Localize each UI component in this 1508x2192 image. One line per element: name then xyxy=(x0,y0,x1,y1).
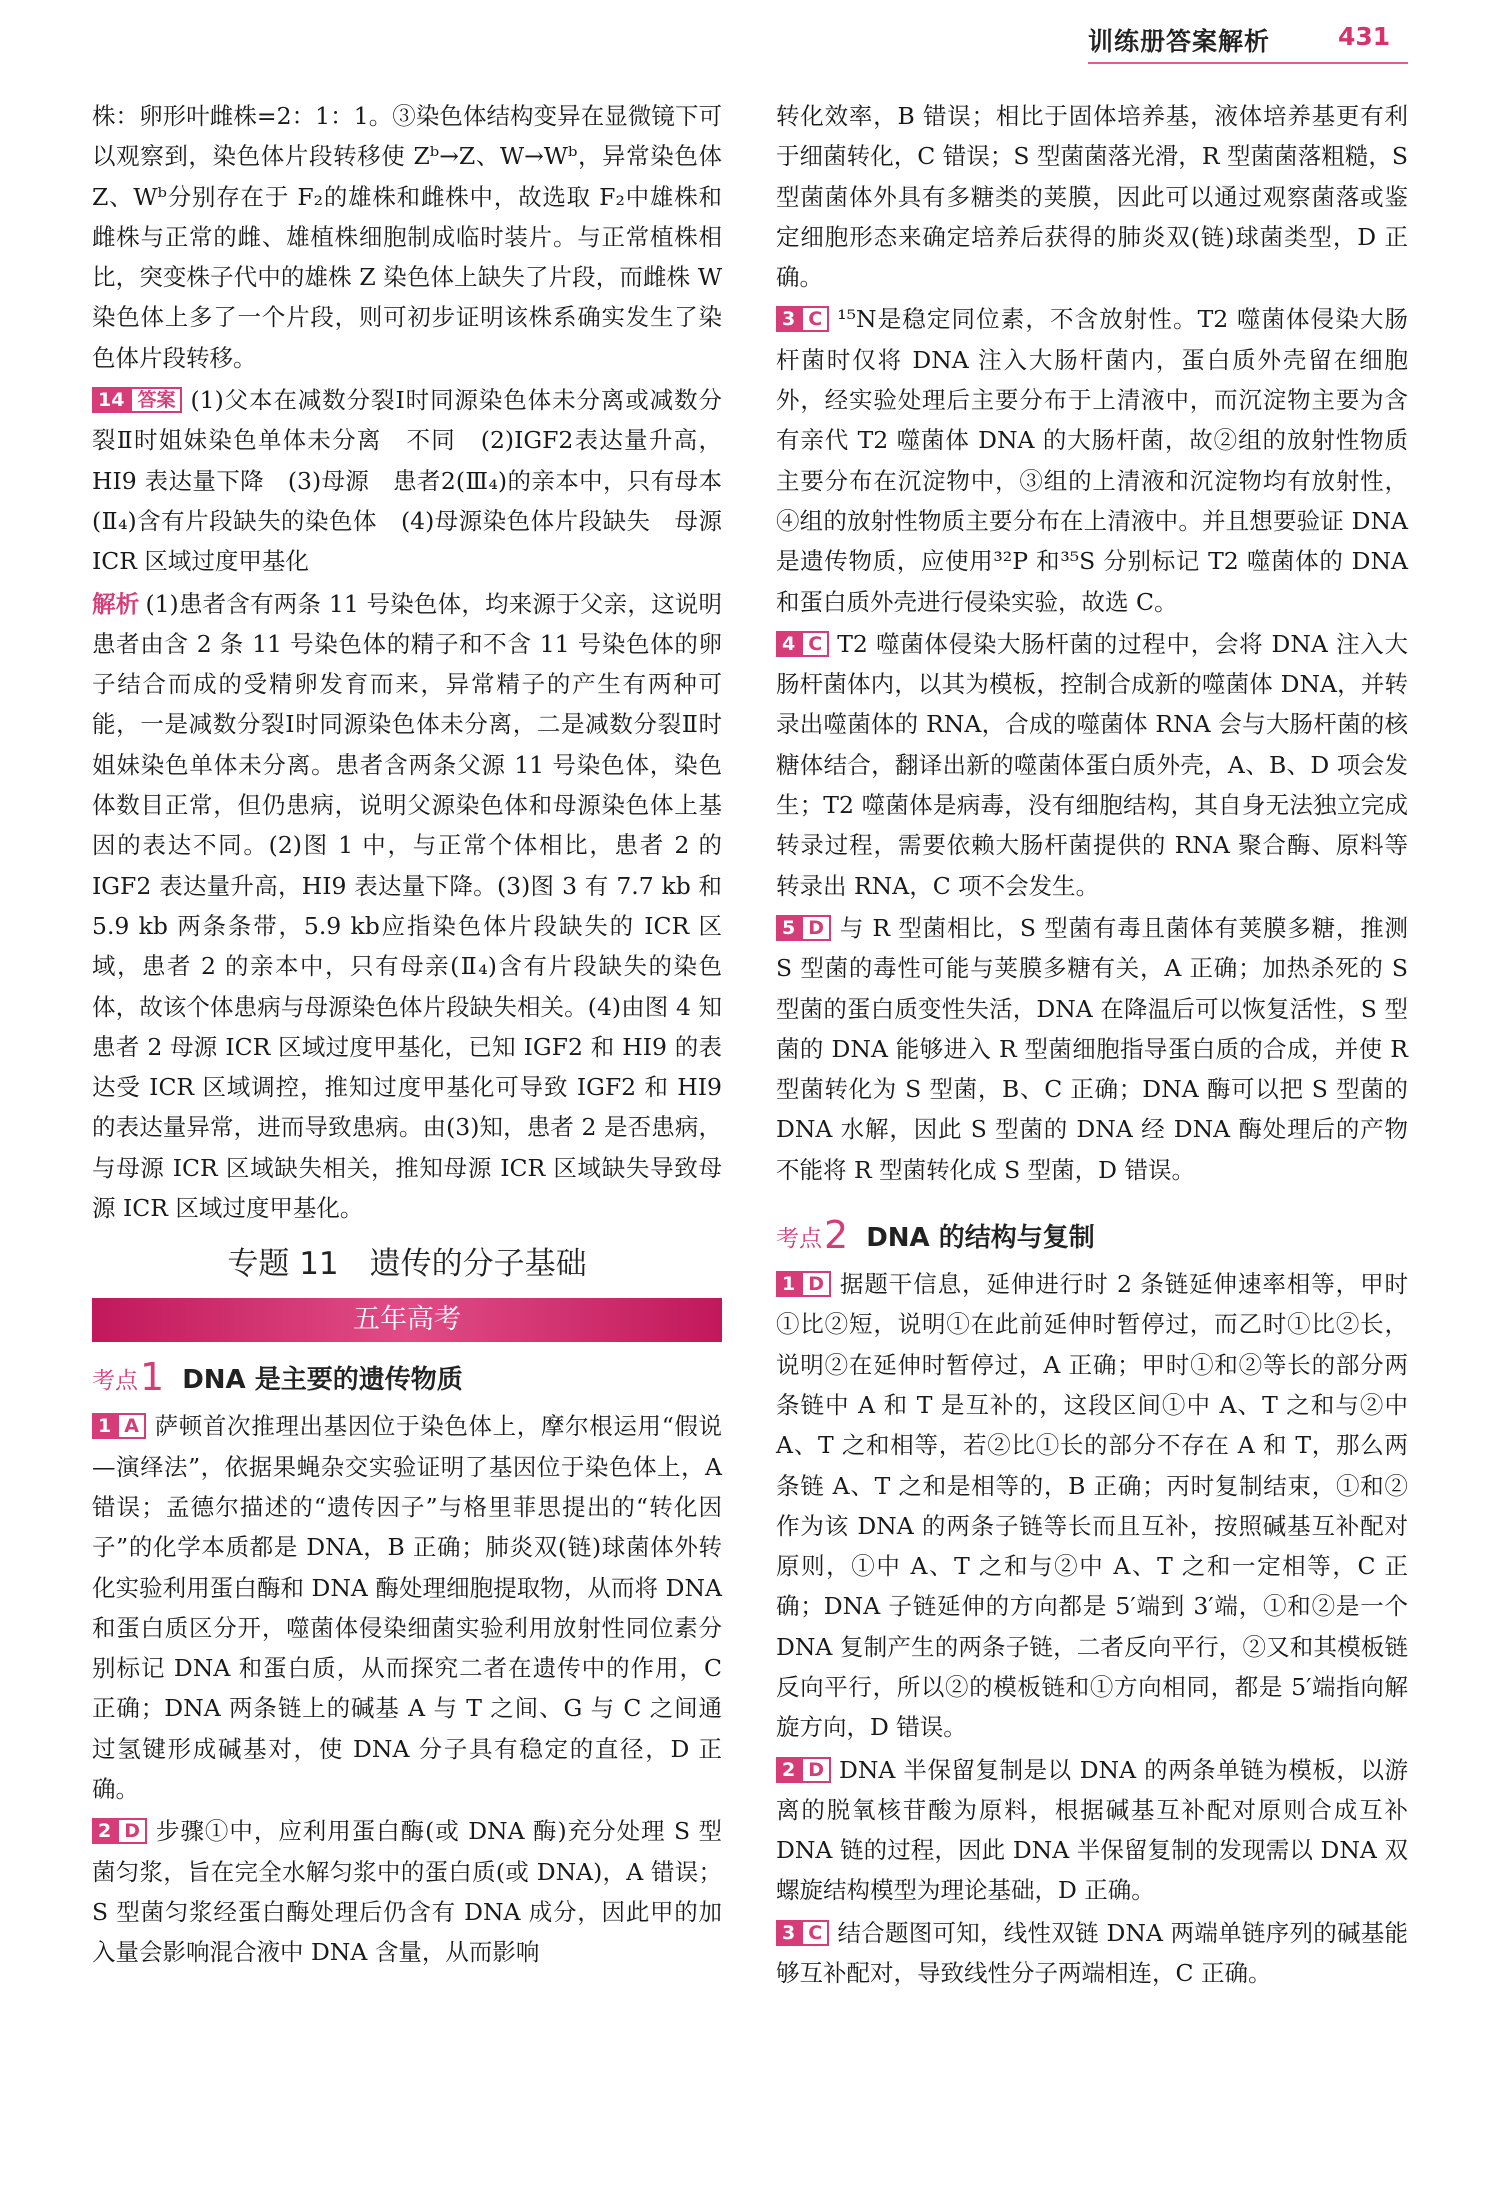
answer-badge: 1 A xyxy=(92,1413,146,1439)
page-number: 431 xyxy=(1338,22,1391,51)
answer-badge: 4 C xyxy=(776,631,829,657)
left-column xyxy=(92,96,722,1972)
answer-item xyxy=(776,1913,1408,1994)
answer-item xyxy=(776,1750,1408,1911)
section-band: 五年高考 xyxy=(92,1298,722,1342)
answer-text: T2 噬菌体侵染大肠杆菌的过程中，会将 DNA 注入大肠杆菌体内，以其为模板，控制合成新的噬菌体 DNA，并转录出噬菌体的 RNA，合成的噬菌体 RNA 会与大肠杆菌的核糖体结合，翻译出新的噬菌体蛋白质外壳，A、B、D 项会发生；T2 噬菌体是病毒，没有细胞结构，其自身无法独立完成转录过程，需要依赖大肠杆菌提供的 RNA 聚合酶、原料等转录出 RNA，C 项不会发生。 xyxy=(776,629,1408,900)
answer-item xyxy=(776,624,1408,906)
answer-text: 结合题图可知，线性双链 DNA 两端单链序列的碱基能够互补配对，导致线性分子两端相连，C 正确。 xyxy=(776,1918,1408,1988)
kaodian-1-heading: 考点1 DNA 是主要的遗传物质 xyxy=(92,1355,463,1400)
answer-badge: 2 D xyxy=(776,1757,831,1783)
q14-answer xyxy=(92,380,722,581)
q14-badge: 14 答案 xyxy=(92,387,182,413)
answer-text: 步骤①中，应利用蛋白酶(或 DNA 酶)充分处理 S 型菌匀浆，旨在完全水解匀浆中的蛋白质(或 DNA)，A 错误；S 型菌匀浆经蛋白酶处理后仍含有 DNA 成分，因此甲的加入量会影响混合液中 DNA 含量，从而影响 xyxy=(92,1817,722,1967)
analysis-text: (1)患者含有两条 11 号染色体，均来源于父亲，这说明患者由含 2 条 11 号染色体的精子和不含 11 号染色体的卵子结合而成的受精卵发育而来，异常精子的产生有两种可能，一是减数分裂Ⅰ时同源染色体未分离，二是减数分裂Ⅱ时姐妹染色单体未分离。患者含两条父源 11 号染色体，染色体数目正常，但仍患病，说明父源染色体和母源染色体上基因的表达不同。(2)图 1 中，与正常个体相比，患者 2 的 IGF2 表达量升高，HI9 表达量下降。(3)图 3 有 7.7 kb 和 5.9 kb 两条条带，5.9 kb应指染色体片段缺失的 ICR 区域，患者 2 的亲本中，只有母亲(Ⅱ₄)含有片段缺失的染色体，故该个体患病与母源染色体片段缺失相关。(4)由图 4 知患者 2 母源 ICR 区域过度甲基化，已知 IGF2 和 HI9 的表达受 ICR 区域调控，推知过度甲基化可导致 IGF2 和 HI9 的表达量异常，进而导致患病。由(3)知，患者 2 是否患病，与母源 ICR 区域缺失相关，推知母源 ICR 区域缺失导致母源 ICR 区域过度甲基化。 xyxy=(92,589,722,1223)
answer-item xyxy=(776,1264,1408,1748)
answer-badge: 3 C xyxy=(776,1920,829,1946)
answer-text: 与 R 型菌相比，S 型菌有毒且菌体有荚膜多糖，推测 S 型菌的毒性可能与荚膜多糖有关，A 正确；加热杀死的 S 型菌的蛋白质变性失活，DNA 在降温后可以恢复活性，S 型菌的 DNA 能够进入 R 型菌细胞指导蛋白质的合成，并使 R 型菌转化为 S 型菌，B、C 正确；DNA 酶可以把 S 型菌的 DNA 水解，因此 S 型菌的 DNA 经 DNA 酶处理后的产物不能将 R 型菌转化成 S 型菌，D 错误。 xyxy=(776,913,1408,1184)
continued-paragraph: 株：卵形叶雌株=2：1：1。③染色体结构变异在显微镜下可以观察到，染色体片段转移使 Zᵇ→Z、W→Wᵇ，异常染色体 Z、Wᵇ分别存在于 F₂的雄株和雌株中，故选取 F₂中雄株和雌株与正常的雌、雄植株细胞制成临时装片。与正常植株相比，突变株子代中的雄株 Z 染色体上缺失了片段，而雌株 W 染色体上多了一个片段，则可初步证明该株系确实发生了染色体片段转移。 xyxy=(92,102,722,372)
answer-badge: 1 D xyxy=(776,1271,831,1297)
q14-analysis xyxy=(92,584,722,1229)
answer-badge: 3 C xyxy=(776,306,829,332)
topic-title: 专题 11 遗传的分子基础 xyxy=(227,1246,587,1283)
analysis-label: 解析 xyxy=(92,589,140,618)
header-title: 训练册答案解析 xyxy=(1088,27,1271,56)
continued-paragraph: 转化效率，B 错误；相比于固体培养基，液体培养基更有利于细菌转化，C 错误；S 型菌菌落光滑，R 型菌菌落粗糙，S 型菌菌体外具有多糖类的荚膜，因此可以通过观察菌落或鉴定细胞形态来确定培养后获得的肺炎双(链)球菌类型，D 正确。 xyxy=(776,102,1408,292)
answer-text: 萨顿首次推理出基因位于染色体上，摩尔根运用“假说—演绎法”，依据果蝇杂交实验证明了基因位于染色体上，A 错误；孟德尔描述的“遗传因子”与格里菲思提出的“转化因子”的化学本质都是 DNA，B 正确；肺炎双(链)球菌体外转化实验利用蛋白酶和 DNA 酶处理细胞提取物，从而将 DNA 和蛋白质区分开，噬菌体侵染细菌实验利用放射性同位素分别标记 DNA 和蛋白质，从而探究二者在遗传中的作用，C 正确；DNA 两条链上的碱基 A 与 T 之间、G 与 C 之间通过氢键形成碱基对，使 DNA 分子具有稳定的直径，D 正确。 xyxy=(92,1412,722,1803)
answer-badge: 2 D xyxy=(92,1818,147,1844)
answer-item xyxy=(92,1811,722,1972)
page-header xyxy=(0,14,1508,64)
answer-text: DNA 半保留复制是以 DNA 的两条单链为模板，以游离的脱氧核苷酸为原料，根据碱基互补配对原则合成互补 DNA 链的过程，因此 DNA 半保留复制的发现需以 DNA 双螺旋结构模型为理论基础，D 正确。 xyxy=(776,1755,1408,1905)
right-column xyxy=(776,96,1408,1993)
answer-text: ¹⁵N是稳定同位素，不含放射性。T2 噬菌体侵染大肠杆菌时仅将 DNA 注入大肠杆菌内，蛋白质外壳留在细胞外，经实验处理后主要分布于上清液中，而沉淀物主要为含有亲代 T2 噬菌体 DNA 的大肠杆菌，故②组的放射性物质主要分布在沉淀物中，③组的上清液和沉淀物均有放射性，④组的放射性物质主要分布在上清液中。并且想要验证 DNA 是遗传物质，应使用³²P 和³⁵S 分别标记 T2 噬菌体的 DNA 和蛋白质外壳进行侵染实验，故选 C。 xyxy=(776,305,1408,616)
answer-badge: 5 D xyxy=(776,915,831,941)
answer-item xyxy=(776,299,1408,621)
answer-item xyxy=(776,908,1408,1190)
answer-item xyxy=(92,1406,722,1809)
answer-text: 据题干信息，延伸进行时 2 条链延伸速率相等，甲时①比②短，说明①在此前延伸时暂停过，而乙时①比②长，说明②在延伸时暂停过，A 正确；甲时①和②等长的部分两条链中 A 和 T 是互补的，这段区间①中 A、T 之和与②中 A、T 之和相等，若②比①长的部分不存在 A 和 T，那么两条链 A、T 之和是相等的，B 正确；丙时复制结束，①和②作为该 DNA 的两条子链等长而且互补，按照碱基互补配对原则，①中 A、T 之和与②中 A、T 之和一定相等，C 正确；DNA 子链延伸的方向都是 5′端到 3′端，①和②是一个 DNA 复制产生的两条子链，二者反向平行，②又和其模板链反向平行，所以②的模板链和①方向相同，都是 5′端指向解旋方向，D 错误。 xyxy=(776,1270,1408,1742)
kaodian-2-heading: 考点2 DNA 的结构与复制 xyxy=(776,1213,1095,1258)
q14-answer-text: (1)父本在减数分裂Ⅰ时同源染色体未分离或减数分裂Ⅱ时姐妹染色单体未分离 不同 (2)IGF2表达量升高，HI9 表达量下降 (3)母源 患者2(Ⅲ₄)的亲本中，只有母本(Ⅱ₄)含有片段缺失的染色体 (4)母源染色体片段缺失 母源 ICR 区域过度甲基化 xyxy=(92,386,722,576)
header-rule xyxy=(1088,62,1408,64)
